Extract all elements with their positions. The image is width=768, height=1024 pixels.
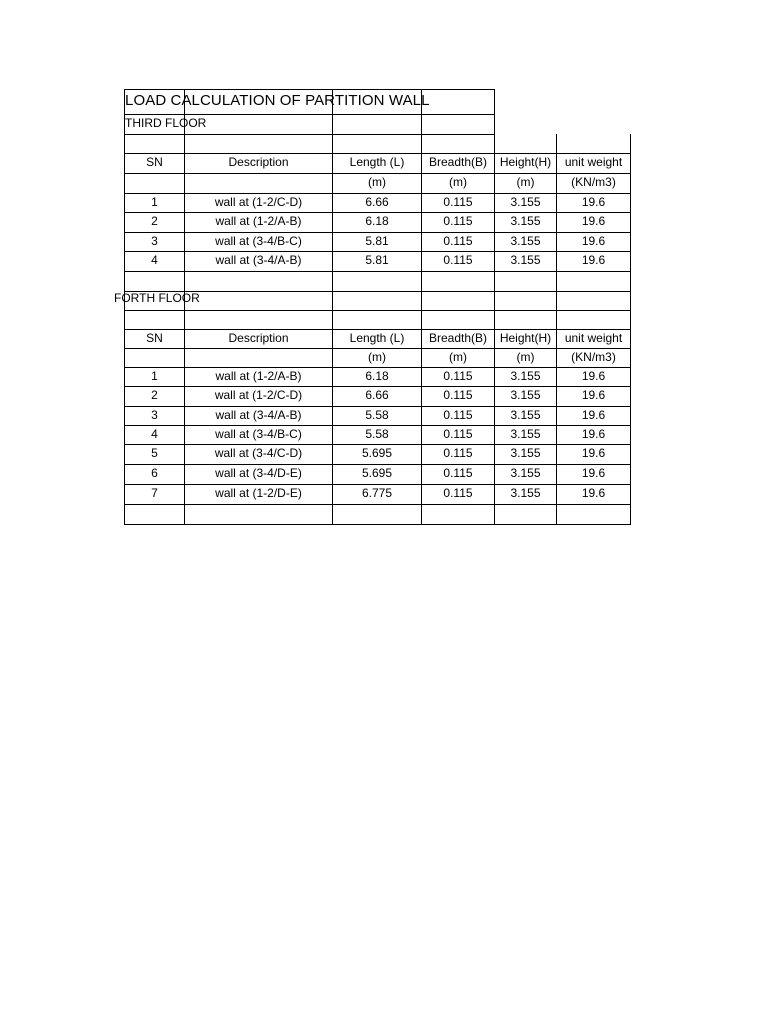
table-cell: wall at (3-4/B-C) [215, 427, 302, 441]
table-cell: 3.155 [510, 388, 541, 402]
table-cell: 5.58 [365, 408, 389, 422]
table-cell: 3.155 [510, 234, 541, 248]
table-cell: 3.155 [510, 466, 541, 480]
table-cell: 19.6 [581, 466, 606, 480]
unit-cell: (m) [368, 350, 386, 364]
column-header: unit weight [564, 331, 623, 345]
table-cell: 3 [151, 234, 158, 248]
table-cell: 0.115 [443, 446, 473, 460]
grid-line [124, 310, 631, 311]
table-cell: wall at (1-2/C-D) [214, 388, 303, 402]
table-cell: 6.18 [365, 214, 389, 228]
table-cell: 19.6 [581, 427, 606, 441]
section-label-forth-floor: FORTH FLOOR [114, 291, 200, 305]
table-cell: 6 [151, 466, 158, 480]
table-cell: 4 [151, 253, 158, 267]
column-header: Description [228, 155, 289, 169]
table-cell: 0.115 [443, 369, 473, 383]
column-header: Length (L) [349, 155, 405, 169]
table-cell: 2 [151, 214, 158, 228]
grid-line [494, 89, 495, 135]
table-cell: 19.6 [581, 195, 606, 209]
table-cell: 6.66 [365, 388, 389, 402]
table-cell: 0.115 [443, 408, 473, 422]
table-cell: 1 [151, 195, 158, 209]
table-cell: wall at (3-4/D-E) [215, 466, 302, 480]
table-cell: 3.155 [510, 369, 541, 383]
table-cell: 3.155 [510, 427, 541, 441]
table-cell: 0.115 [443, 234, 473, 248]
column-header: Breadth(B) [428, 331, 488, 345]
table-cell: 19.6 [581, 234, 606, 248]
column-header: SN [146, 155, 163, 169]
grid-line [124, 291, 631, 292]
table-cell: 19.6 [581, 486, 606, 500]
table-cell: 6.775 [361, 486, 393, 500]
grid-line [124, 524, 631, 525]
column-header: Length (L) [349, 331, 405, 345]
table-cell: 3.155 [510, 253, 541, 267]
table-cell: 5.81 [365, 253, 389, 267]
table-cell: wall at (3-4/C-D) [214, 446, 303, 460]
grid-line [630, 134, 631, 525]
table-cell: 5.695 [361, 466, 393, 480]
table-cell: wall at (3-4/B-C) [215, 234, 302, 248]
column-header: Height(H) [499, 331, 552, 345]
table-cell: 19.6 [581, 214, 606, 228]
table-cell: 7 [151, 486, 158, 500]
table-cell: 5 [151, 446, 158, 460]
unit-cell: (KN/m3) [571, 175, 616, 189]
grid-line [124, 134, 495, 135]
unit-cell: (m) [449, 175, 467, 189]
table-cell: 3.155 [510, 486, 541, 500]
table-cell: 2 [151, 388, 158, 402]
unit-cell: (m) [516, 175, 535, 189]
table-cell: 1 [151, 369, 158, 383]
table-cell: 5.695 [361, 446, 393, 460]
table-cell: wall at (1-2/C-D) [214, 195, 303, 209]
table-cell: 3.155 [510, 446, 541, 460]
page-title: LOAD CALCULATION OF PARTITION WALL [125, 92, 430, 109]
table-cell: 6.66 [365, 195, 389, 209]
section-label-third-floor: THIRD FLOOR [125, 116, 207, 130]
table-cell: 19.6 [581, 388, 606, 402]
unit-cell: (m) [449, 350, 467, 364]
unit-cell: (m) [516, 350, 535, 364]
table-cell: 4 [151, 427, 158, 441]
table-cell: wall at (1-2/A-B) [215, 369, 302, 383]
table-cell: wall at (3-4/A-B) [215, 408, 302, 422]
table-cell: 19.6 [581, 253, 606, 267]
column-header: Height(H) [499, 155, 552, 169]
column-header: Description [228, 331, 289, 345]
table-cell: 3.155 [510, 195, 541, 209]
column-header: Breadth(B) [428, 155, 488, 169]
table-cell: 3.155 [510, 214, 541, 228]
table-cell: 19.6 [581, 446, 606, 460]
table-cell: wall at (3-4/A-B) [215, 253, 302, 267]
table-cell: 6.18 [365, 369, 389, 383]
table-cell: wall at (1-2/A-B) [215, 214, 302, 228]
table-cell: 0.115 [443, 388, 473, 402]
column-header: unit weight [564, 155, 623, 169]
table-cell: 19.6 [581, 408, 606, 422]
table-cell: 3.155 [510, 408, 541, 422]
table-cell: 5.81 [365, 234, 389, 248]
table-cell: 3 [151, 408, 158, 422]
table-cell: 0.115 [443, 466, 473, 480]
grid-line [124, 271, 631, 272]
table-cell: 0.115 [443, 486, 473, 500]
table-cell: 5.58 [365, 427, 389, 441]
table-cell: 0.115 [443, 253, 473, 267]
table-cell: 0.115 [443, 427, 473, 441]
unit-cell: (m) [368, 175, 386, 189]
table-cell: wall at (1-2/D-E) [215, 486, 302, 500]
table-cell: 0.115 [443, 195, 473, 209]
grid-line [124, 89, 495, 90]
unit-cell: (KN/m3) [571, 350, 616, 364]
column-header: SN [146, 331, 163, 345]
table-cell: 19.6 [581, 369, 606, 383]
table-cell: 0.115 [443, 214, 473, 228]
grid-line [124, 504, 631, 505]
